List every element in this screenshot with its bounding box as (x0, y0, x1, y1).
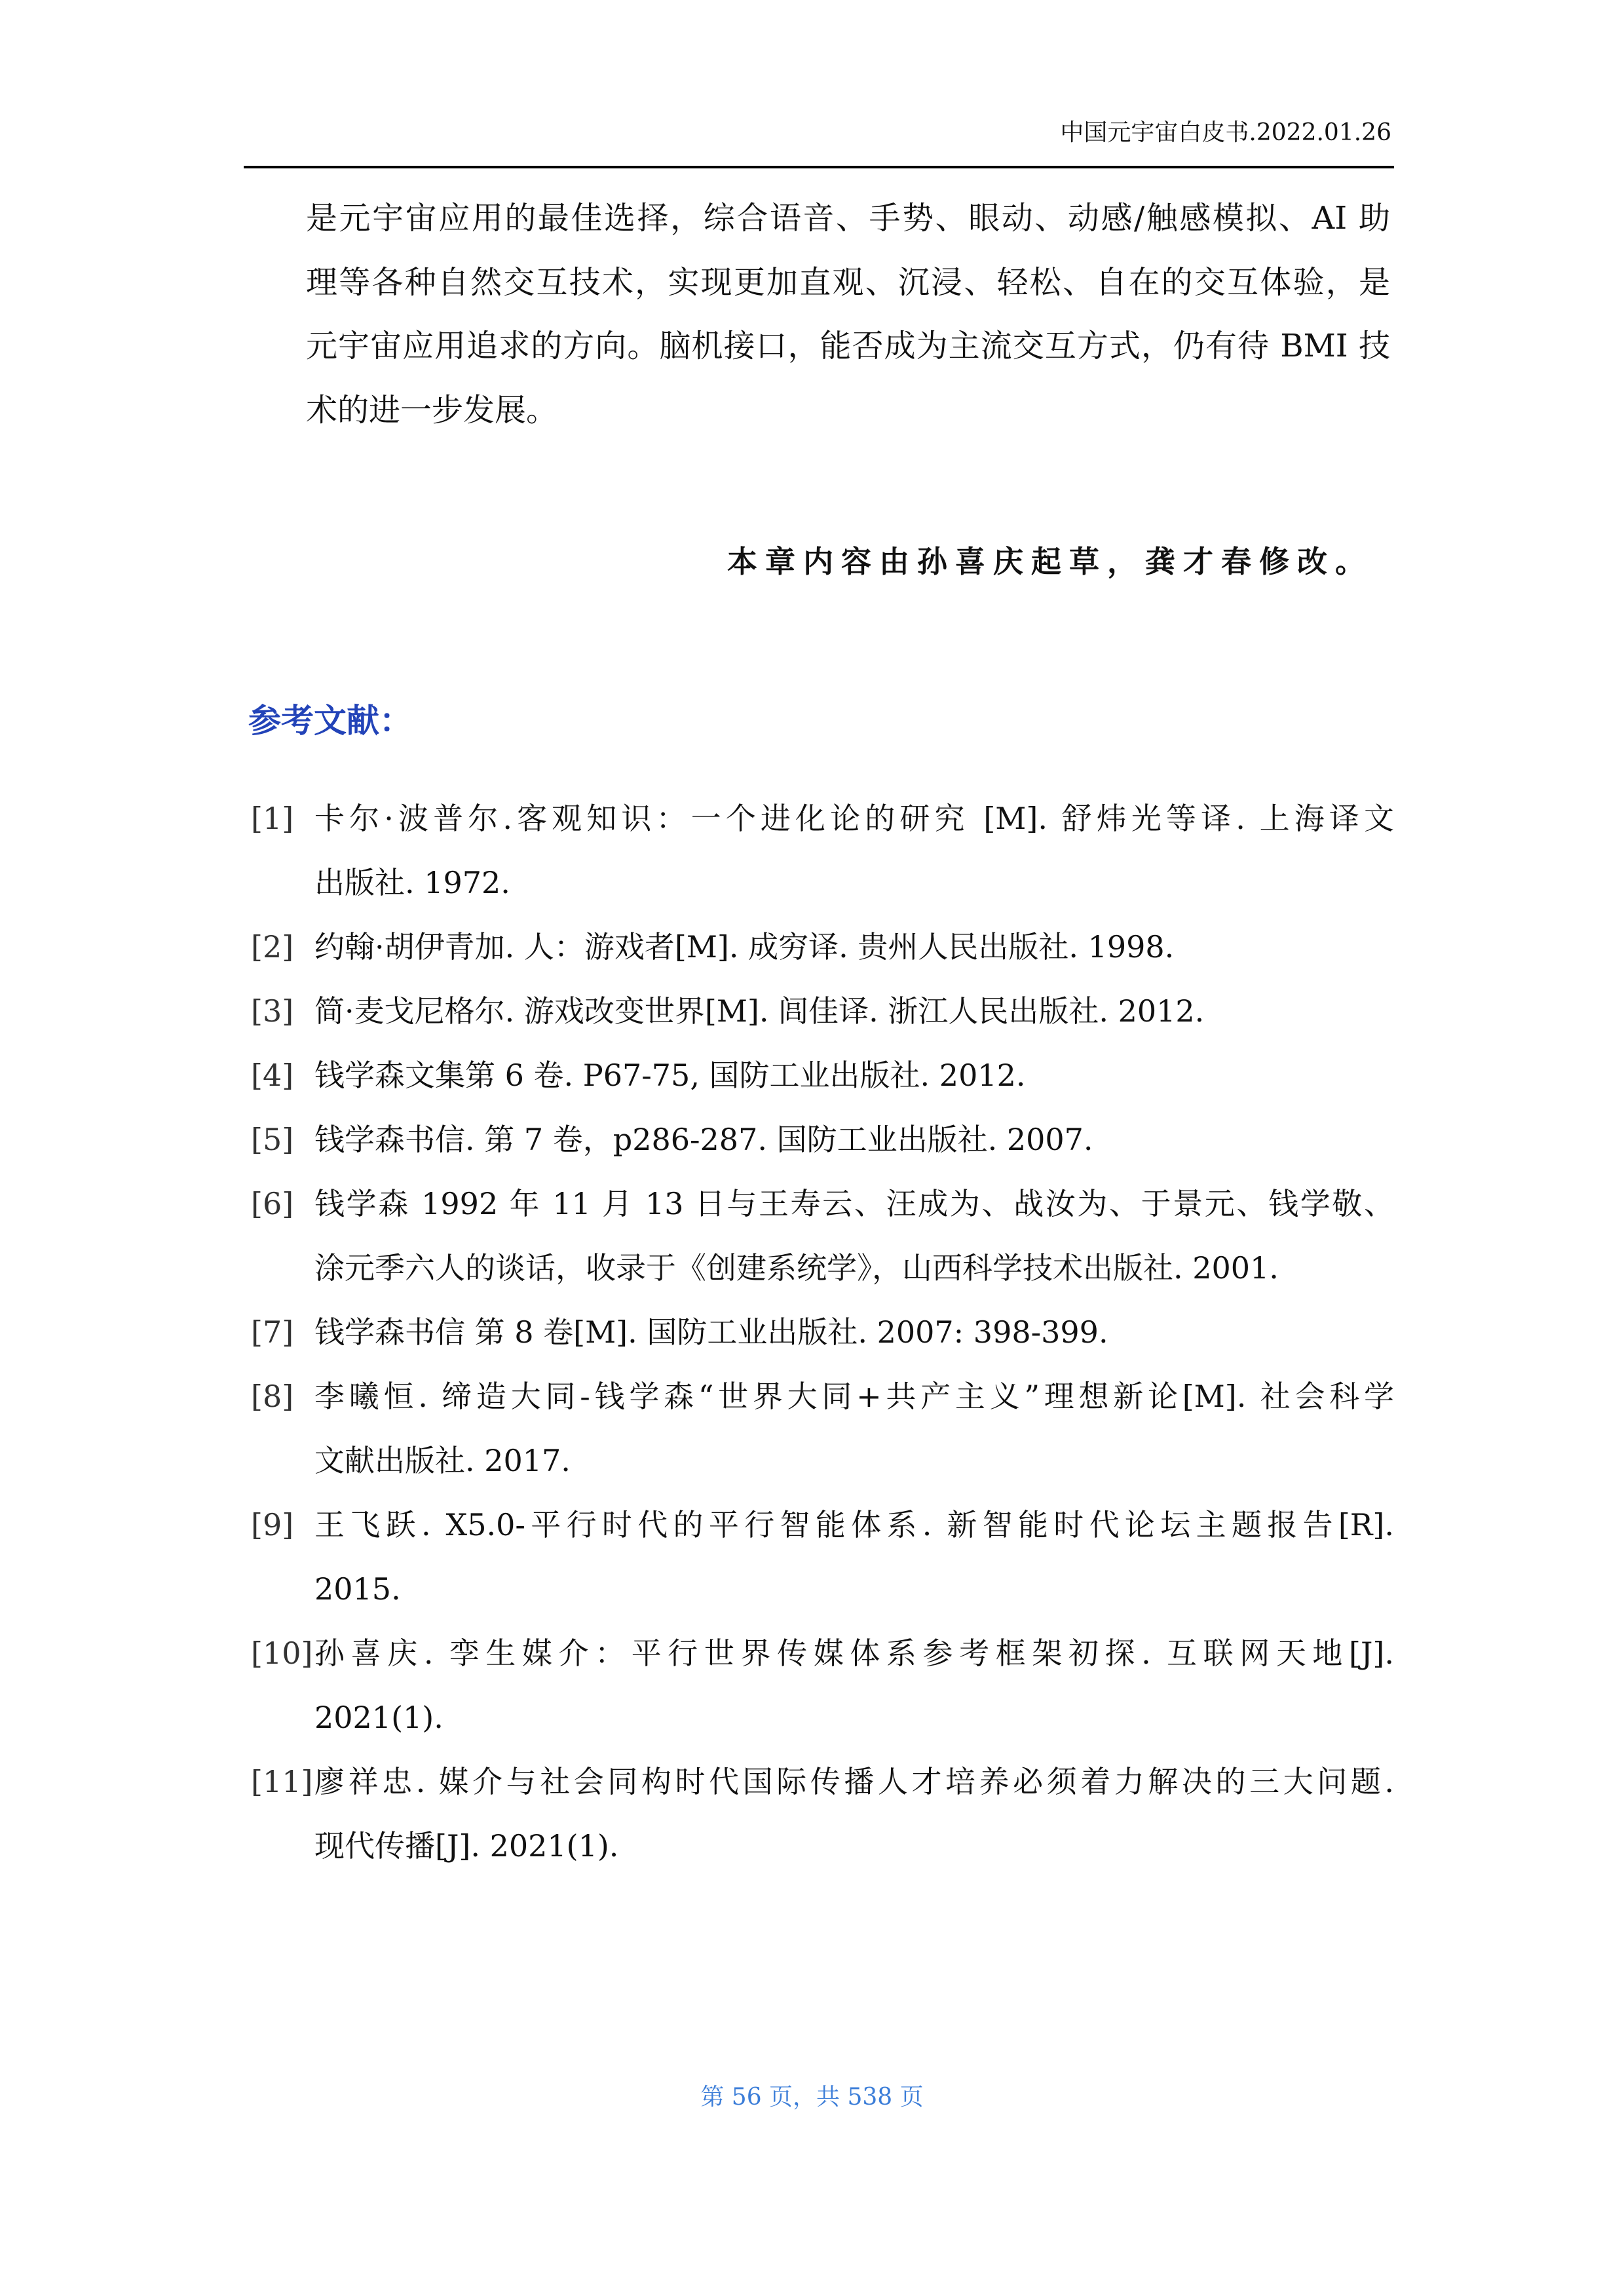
reference-text: 卡尔·波普尔.客观知识：一个进化论的研究 [M]. 舒炜光等译. 上海译文 (314, 801, 1394, 836)
reference-list (251, 786, 1394, 1878)
reference-text: 李曦恒. 缔造大同-钱学森“世界大同+共产主义”理想新论[M]. 社会科学 (314, 1379, 1394, 1414)
header-divider (244, 166, 1394, 168)
reference-number: [7] (251, 1314, 294, 1350)
reference-number: [9] (251, 1507, 294, 1542)
reference-number: [2] (251, 929, 294, 965)
reference-text: 涂元季六人的谈话，收录于《创建系统学》，山西科学技术出版社. 2001. (314, 1250, 1279, 1286)
reference-text: 廖祥忠. 媒介与社会同构时代国际传播人才培养必须着力解决的三大问题. (314, 1764, 1394, 1799)
reference-item (251, 1750, 1394, 1878)
reference-item (251, 1172, 1394, 1300)
reference-text: 钱学森书信 第 8 卷[M]. 国防工业出版社. 2007: 398-399. (314, 1314, 1108, 1350)
reference-item (251, 1493, 1394, 1621)
reference-text: 王飞跃. X5.0-平行时代的平行智能体系. 新智能时代论坛主题报告[R]. (314, 1507, 1394, 1542)
reference-text: 约翰·胡伊青加. 人：游戏者[M]. 成穷译. 贵州人民出版社. 1998. (314, 929, 1175, 965)
reference-text: 2021(1). (314, 1700, 444, 1735)
reference-text: 现代传播[J]. 2021(1). (314, 1828, 619, 1864)
reference-number: [10] (251, 1636, 313, 1671)
reference-item (251, 786, 1394, 915)
body-line: 术的进一步发展。 (306, 392, 558, 429)
reference-text: 钱学森文集第 6 卷. P67-75, 国防工业出版社. 2012. (314, 1058, 1026, 1093)
reference-item (251, 1107, 1394, 1172)
reference-item (251, 979, 1394, 1043)
running-header: 中国元宇宙白皮书.2022.01.26 (1060, 119, 1391, 146)
reference-item (251, 1364, 1394, 1493)
body-line: 元宇宙应用追求的方向。脑机接口，能否成为主流交互方式，仍有待 BMI 技 (306, 328, 1390, 365)
reference-text: 2015. (314, 1571, 401, 1607)
reference-text: 钱学森书信. 第 7 卷，p286-287. 国防工业出版社. 2007. (314, 1122, 1093, 1157)
reference-number: [11] (251, 1764, 313, 1799)
reference-text: 简·麦戈尼格尔. 游戏改变世界[M]. 闾佳译. 浙江人民出版社. 2012. (314, 993, 1205, 1029)
page-number: 第 56 页，共 538 页 (700, 2084, 924, 2111)
reference-item (251, 1621, 1394, 1750)
reference-number: [1] (251, 801, 294, 836)
references-heading: 参考文献： (248, 702, 412, 740)
reference-text: 出版社. 1972. (314, 865, 510, 900)
reference-number: [3] (251, 993, 294, 1029)
reference-number: [6] (251, 1186, 294, 1221)
reference-text: 钱学森 1992 年 11 月 13 日与王寿云、汪成为、战汝为、于景元、钱学敬、 (314, 1186, 1394, 1221)
chapter-attribution: 本章内容由孙喜庆起草，龚才春修改。 (727, 544, 1373, 579)
reference-number: [4] (251, 1058, 294, 1093)
reference-text: 文献出版社. 2017. (314, 1443, 571, 1478)
reference-item (251, 1300, 1394, 1364)
body-line: 理等各种自然交互技术，实现更加直观、沉浸、轻松、自在的交互体验，是 (306, 263, 1390, 301)
body-paragraph (306, 187, 1390, 443)
reference-number: [5] (251, 1122, 294, 1157)
reference-item (251, 915, 1394, 979)
reference-text: 孙喜庆. 孪生媒介：平行世界传媒体系参考框架初探. 互联网天地[J]. (314, 1636, 1394, 1671)
reference-number: [8] (251, 1379, 294, 1414)
body-line: 是元宇宙应用的最佳选择，综合语音、手势、眼动、动感/触感模拟、AI 助 (306, 200, 1390, 237)
reference-item (251, 1043, 1394, 1107)
